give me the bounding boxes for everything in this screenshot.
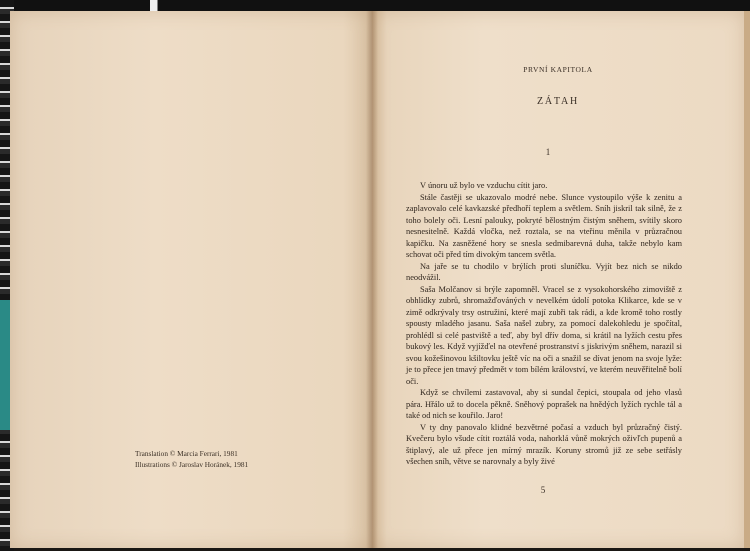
page-edge-right [744,11,750,548]
paragraph: Saša Molčanov si brýle zapomněl. Vracel se z vysokohorského zimoviště z obhlídky zubrů, shromažďováných v nevelkém údolí potoka Klikarce, kde se v zimě odkrývaly trsy ostružiní, které mají zubři tak rádi, a kde kromě toho rostly spousty mladého jasanu. Saša našel zubry, za pomocí dalekohledu je spočítal, prohlédl si celé pastviště a teď, aby byl dřív doma, si krátil na lyžích cestu přes bukový les. Když vyjížďel na otevřené prostranství s jiskrivým sněhem, narazil si svou kožešinovou kšiltovku ještě víc na oči a snažil se dívat jenom na svoje lyže: je to přece jen tmavý předmět v tom bílém království, ve kterém neuvěřitelně bolí oči. [406,284,682,386]
paragraph: Když se chvílemi zastavoval, aby si sundal čepici, stoupala od jeho vlasů pára. Hřálo už to docela pěkně. Sněhový poprašek na hnědých lyžích rychle tál a také od nich se kouřilo. Jaro! [406,388,682,420]
paragraph: V ty dny panovalo klidné bezvětrné počasí a vzduch byl průzračný čistý. Kvečeru bylo všude cítit roztálá voda, nahorklá vůně mokrých oživľch pupenů a štiplavý, ale už přece jen mírný mrazík. Koruny stromů již ze sebe setřásly všechen sníh, větve se narovnaly a byly živé [406,422,682,466]
chapter-body [406,180,682,468]
section-number: 1 [545,147,551,157]
book-gutter [366,11,378,548]
copyright-credits [135,448,265,470]
paragraph: V únoru už bylo ve vzduchu cítit jaro. [420,181,548,190]
page-number: 5 [540,485,546,495]
paragraph: Na jaře se tu chodilo v brýlích proti sluníčku. Vyjít bez nich se nikdo neodvážil. [406,261,682,282]
chapter-title: ZÁTAH [536,96,580,107]
paragraph: Stále častěji se ukazovalo modré nebe. Slunce vystoupilo výše k zenitu a zaplavovalo celé kavkazské předhoří teplem a světlem. Sníh jiskril tak silně, že z toho bolely oči. Lesní palouky, pokryté bělostným čistým sněhem, svítily skoro nesnesitelně. Každá vločka, než roztala, se na vteřinu měnila v průzračnou kapičku. Na zasněžené hory se snesla sedmibarevná duha, takže nebylo kam schovat oči před tím divokým tancem světla. [406,192,682,259]
chapter-label: PRVNÍ KAPITOLA [523,65,593,74]
illustration-credit: Illustrations © Jaroslav Horánek, 1981 [135,460,249,469]
translation-credit: Translation © Marcia Ferrari, 1981 [135,449,238,458]
